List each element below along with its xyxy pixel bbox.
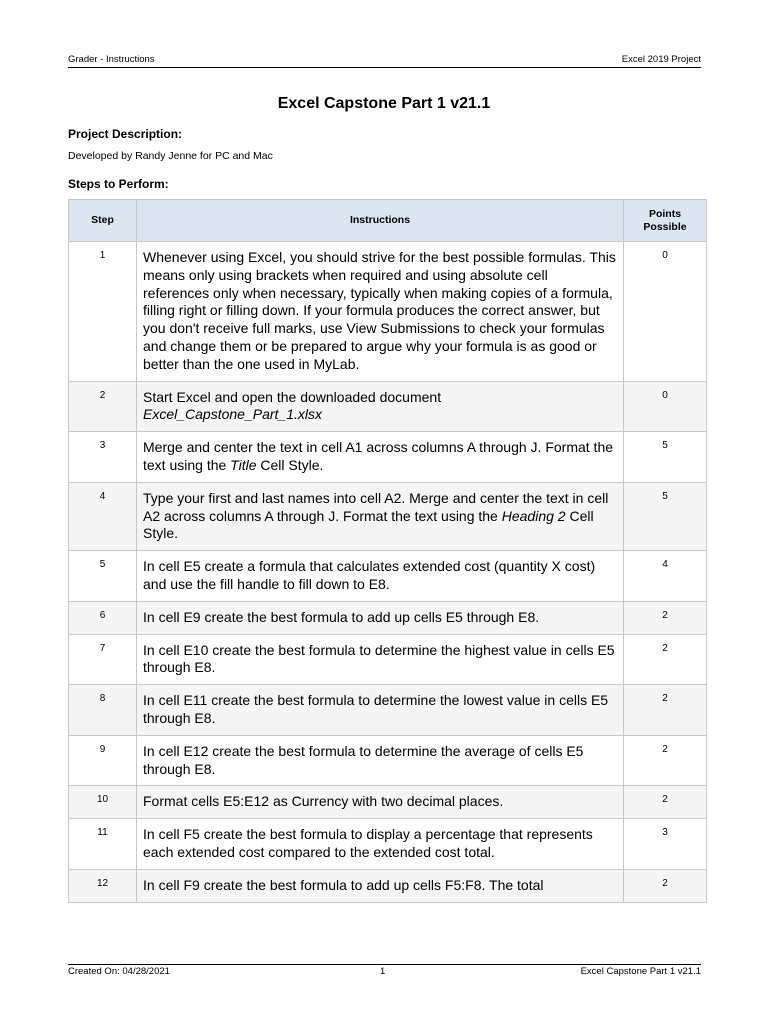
step-number: 5 bbox=[69, 551, 137, 602]
table-row bbox=[69, 242, 707, 382]
instruction-text: In cell E9 create the best formula to add up cells E5 through E8. bbox=[143, 608, 540, 625]
instruction-text: Start Excel and open the downloaded document bbox=[143, 388, 442, 405]
step-instructions bbox=[137, 786, 624, 819]
project-description-label: Project Description: bbox=[68, 127, 183, 141]
table-row bbox=[69, 432, 707, 483]
column-header-points-label: Points Possible bbox=[643, 207, 687, 233]
step-instructions bbox=[137, 551, 624, 602]
footer-created: Created On: 04/28/2021 bbox=[68, 966, 170, 977]
instruction-text: In cell E11 create the best formula to determine the lowest value in cells E5 through E8. bbox=[143, 692, 609, 726]
table-header-row bbox=[69, 200, 707, 242]
step-number: 7 bbox=[69, 634, 137, 685]
instruction-text: Cell Style. bbox=[256, 456, 324, 473]
step-number: 2 bbox=[69, 381, 137, 432]
column-header-instructions: Instructions bbox=[137, 200, 624, 242]
step-instructions bbox=[137, 482, 624, 550]
project-description: Developed by Randy Jenne for PC and Mac bbox=[68, 150, 273, 162]
table-row bbox=[69, 786, 707, 819]
points-possible: 2 bbox=[624, 869, 707, 902]
step-instructions bbox=[137, 601, 624, 634]
instruction-emphasis: Heading 2 bbox=[501, 507, 566, 524]
step-number: 10 bbox=[69, 786, 137, 819]
column-header-points bbox=[624, 200, 707, 242]
instruction-emphasis: Title bbox=[230, 456, 257, 473]
table-row bbox=[69, 869, 707, 902]
step-number: 4 bbox=[69, 482, 137, 550]
step-number: 8 bbox=[69, 685, 137, 736]
step-number: 3 bbox=[69, 432, 137, 483]
step-instructions bbox=[137, 432, 624, 483]
step-number: 12 bbox=[69, 869, 137, 902]
step-instructions bbox=[137, 735, 624, 786]
page-header bbox=[68, 54, 701, 68]
instruction-text: Merge and center the text in cell A1 across columns A through J. Format the text using the bbox=[143, 439, 614, 473]
step-instructions bbox=[137, 685, 624, 736]
instruction-text: In cell F5 create the best formula to display a percentage that represents each extended cost compared to the extended cost total. bbox=[143, 826, 593, 860]
instruction-text: Type your first and last names into cell A2. Merge and center the text in cell A2 across columns A through J. Format the text using the bbox=[143, 489, 609, 524]
instruction-text: In cell E5 create a formula that calculates extended cost (quantity X cost) and use the fill handle to fill down to E8. bbox=[143, 558, 596, 592]
points-possible: 2 bbox=[624, 634, 707, 685]
table-row bbox=[69, 601, 707, 634]
step-number: 11 bbox=[69, 819, 137, 870]
step-number: 6 bbox=[69, 601, 137, 634]
document-title: Excel Capstone Part 1 v21.1 bbox=[277, 95, 491, 112]
points-possible: 0 bbox=[624, 381, 707, 432]
header-right: Excel 2019 Project bbox=[621, 54, 701, 65]
points-possible: 0 bbox=[624, 242, 707, 382]
table-row bbox=[69, 482, 707, 550]
page-footer bbox=[68, 964, 701, 979]
table-row bbox=[69, 685, 707, 736]
instruction-text: In cell E12 create the best formula to determine the average of cells E5 through E8. bbox=[143, 742, 584, 777]
column-header-step: Step bbox=[69, 200, 137, 242]
points-possible: 2 bbox=[624, 735, 707, 786]
steps-table bbox=[68, 199, 707, 903]
step-instructions bbox=[137, 381, 624, 432]
footer-page-number: 1 bbox=[380, 966, 386, 977]
step-number: 1 bbox=[69, 242, 137, 382]
table-row bbox=[69, 819, 707, 870]
instruction-text: Format cells E5:E12 as Currency with two decimal places. bbox=[143, 793, 504, 810]
instruction-emphasis: Excel_Capstone_Part_1.xlsx bbox=[143, 406, 322, 423]
steps-table-body bbox=[69, 242, 707, 903]
points-possible: 2 bbox=[624, 786, 707, 819]
points-possible: 3 bbox=[624, 819, 707, 870]
step-instructions bbox=[137, 869, 624, 902]
points-possible: 5 bbox=[624, 432, 707, 483]
step-instructions bbox=[137, 242, 624, 382]
points-possible: 4 bbox=[624, 551, 707, 602]
instruction-text: Cell Style. bbox=[143, 507, 594, 542]
step-instructions bbox=[137, 819, 624, 870]
points-possible: 2 bbox=[624, 685, 707, 736]
table-row bbox=[69, 634, 707, 685]
step-number: 9 bbox=[69, 735, 137, 786]
table-row bbox=[69, 735, 707, 786]
footer-doc-title: Excel Capstone Part 1 v21.1 bbox=[580, 966, 701, 977]
points-possible: 2 bbox=[624, 601, 707, 634]
points-possible: 5 bbox=[624, 482, 707, 550]
steps-label: Steps to Perform: bbox=[68, 177, 169, 191]
header-left: Grader - Instructions bbox=[68, 54, 155, 65]
table-row bbox=[69, 551, 707, 602]
step-instructions bbox=[137, 634, 624, 685]
table-row bbox=[69, 381, 707, 432]
instruction-text: In cell F9 create the best formula to add up cells F5:F8. The total bbox=[143, 876, 544, 893]
instruction-text: Whenever using Excel, you should strive for the best possible formulas. This means only using brackets when required and using absolute cell references only when necessary, typically when making copies of a formula, filling right or filling down. If your formula produces the correct answer, but you don't receive full marks, use View Submissions to check your formulas and change them or be prepared to argue why your formula is as good or better than the one used in MyLab. bbox=[143, 249, 616, 372]
instruction-text: In cell E10 create the best formula to determine the highest value in cells E5 through E8. bbox=[143, 641, 615, 676]
